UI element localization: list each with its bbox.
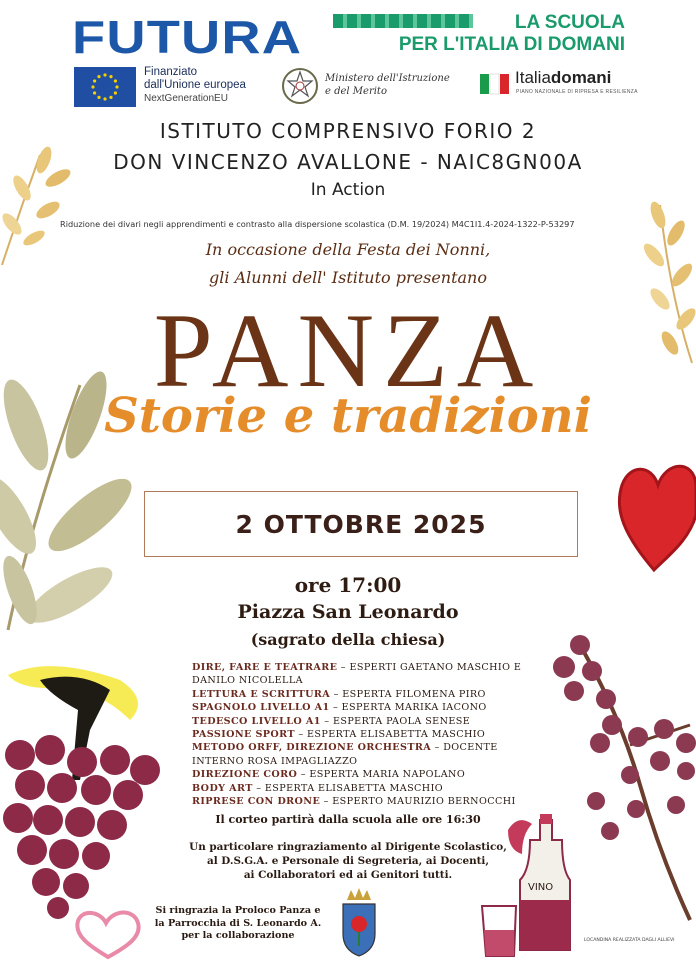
red-heart-illustration <box>614 455 696 575</box>
activity-item <box>192 688 544 701</box>
activity-item <box>192 741 544 768</box>
ministero-text <box>325 72 450 98</box>
activity-people: – DOCENTE INTERNO ROSA IMPAGLIAZZO <box>192 742 498 767</box>
activity-item <box>192 728 544 741</box>
activity-item <box>192 661 544 688</box>
eu-line3: NextGenerationEU <box>144 93 228 104</box>
thanks-block <box>0 840 696 882</box>
event-place: Piazza San Leonardo <box>237 601 459 623</box>
ministero-line2: e del Merito <box>325 86 387 97</box>
event-time: ore 17:00 <box>294 573 402 597</box>
event-date-box <box>144 491 578 557</box>
activity-people: – ESPERTA ELISABETTA MASCHIO <box>294 729 486 741</box>
activities-list <box>192 661 544 808</box>
scuola-logo-line2: PER L'ITALIA DI DOMANI <box>398 34 625 55</box>
activity-name: LETTURA E SCRITTURA <box>192 688 331 700</box>
activity-item <box>192 701 544 714</box>
intro-line1: In occasione della Festa dei Nonni, <box>205 240 491 259</box>
eu-flag-icon <box>74 67 136 107</box>
eu-line2: dall'Unione europea <box>144 79 246 91</box>
proloco-line2: la Parrocchia di S. Leonardo A. <box>154 917 322 929</box>
eu-line1: Finanziato <box>144 66 198 78</box>
bottle-label: VINO <box>528 882 554 893</box>
municipal-crest-icon <box>339 888 379 958</box>
corteo-note: Il corteo partirà dalla scuola alle ore 16:30 <box>215 813 481 826</box>
activity-item <box>192 768 544 781</box>
scuola-logo-line1: LA SCUOLA <box>514 12 625 33</box>
activity-people: – ESPERTA MARIKA IACONO <box>329 702 487 714</box>
activity-name: RIPRESE CON DRONE <box>192 796 321 808</box>
italia-bold: domani <box>550 68 612 87</box>
scuola-logo-bar <box>333 14 473 28</box>
activity-item <box>192 795 544 808</box>
school-motto: In Action <box>310 180 386 200</box>
ministero-line1: Ministero dell'Istruzione <box>325 73 450 84</box>
thanks-line2: al D.S.G.A. e Personale di Segreteria, ai Docenti, <box>206 855 489 867</box>
event-date: 2 OTTOBRE 2025 <box>235 509 487 539</box>
wine-bottle-illustration <box>478 810 588 960</box>
pink-heart-illustration <box>68 905 148 965</box>
proloco-line3: per la collaborazione <box>181 930 295 941</box>
activity-name: BODY ART <box>192 782 253 794</box>
eu-funding-text <box>144 66 246 105</box>
italia-domani-flag-icon <box>480 72 510 96</box>
event-title: PANZA <box>153 292 543 409</box>
event-place-note: (sagrato della chiesa) <box>250 630 446 649</box>
activity-people: – ESPERTO MAURIZIO BERNOCCHI <box>320 796 516 808</box>
proloco-thanks <box>150 905 326 943</box>
event-subtitle: Storie e tradizioni <box>104 388 592 444</box>
activity-name: DIREZIONE CORO <box>192 769 298 781</box>
activity-item <box>192 715 544 728</box>
thanks-line1: Un particolare ringraziamento al Dirigente Scolastico, <box>189 841 507 853</box>
activity-name: TEDESCO LIVELLO A1 <box>192 715 321 727</box>
activity-name: DIRE, FARE E TEATRARE <box>192 662 338 673</box>
proloco-line1: Si ringrazia la Proloco Panza e <box>155 905 321 916</box>
activity-people: – ESPERTA MARIA NAPOLANO <box>297 769 466 781</box>
scuola-italia-logo <box>333 14 625 56</box>
activity-name: PASSIONE SPORT <box>192 729 295 741</box>
activity-name: SPAGNOLO LIVELLO A1 <box>192 702 330 714</box>
intro-line2: gli Alunni dell' Istituto presentano <box>209 268 487 287</box>
italian-republic-emblem-icon <box>281 66 319 106</box>
credit-note: LOCANDINA REALIZZATA DAGLI ALLIEVI <box>584 938 675 943</box>
futura-logo: FUTURA <box>72 11 303 63</box>
activity-people: – ESPERTA PAOLA SENESE <box>320 715 471 727</box>
activity-name: METODO ORFF, DIREZIONE ORCHESTRA <box>192 742 432 754</box>
activity-people: – ESPERTA ELISABETTA MASCHIO <box>252 782 444 794</box>
activity-item <box>192 782 544 795</box>
activity-people: – ESPERTI GAETANO MASCHIO E DANILO NICOLELLA <box>192 662 522 687</box>
project-reference: Riduzione dei divari negli apprendimenti e contrasto alla dispersione scolastica (D.M. 19/2024) M4C1I1.4-2024-1322-P-53297 <box>60 219 575 229</box>
italia-prefix: Italia <box>515 68 551 87</box>
activity-people: – ESPERTA FILOMENA PIRO <box>330 688 486 700</box>
thanks-line3: ai Collaboratori ed ai Genitori tutti. <box>243 869 453 881</box>
italia-domani-subtitle: PIANO NAZIONALE DI RIPRESA E RESILIENZA <box>516 89 638 95</box>
school-dedication: DON VINCENZO AVALLONE - NAIC8GN00A <box>113 150 583 174</box>
italia-domani-logo <box>515 68 611 88</box>
school-name: ISTITUTO COMPRENSIVO FORIO 2 <box>159 119 537 143</box>
